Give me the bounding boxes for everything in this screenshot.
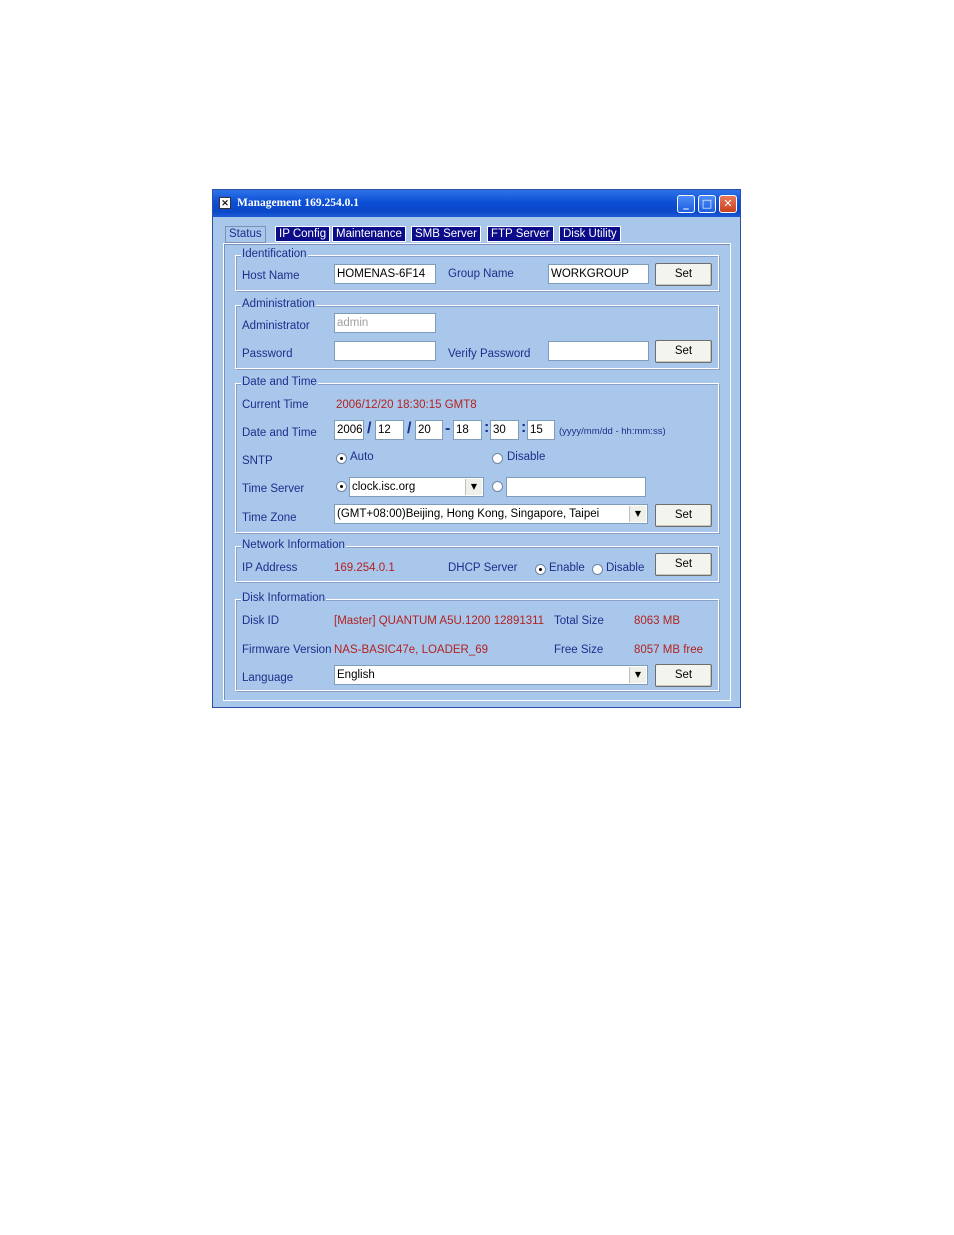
date-and-time-label: Date and Time (242, 427, 317, 439)
time-server-value: clock.isc.org (352, 481, 416, 493)
title-bar[interactable] (213, 190, 740, 217)
window-title: Management 169.254.0.1 (237, 197, 360, 209)
time-server-label: Time Server (242, 483, 305, 495)
chevron-down-icon[interactable]: ▼ (629, 506, 646, 522)
management-window (212, 189, 741, 708)
group-name-input[interactable]: WORKGROUP (548, 264, 649, 284)
password-input[interactable] (334, 341, 436, 361)
host-name-input[interactable]: HOMENAS-6F14 (334, 264, 436, 284)
date-time-separator: - (445, 420, 451, 437)
time-server-select[interactable] (349, 477, 484, 497)
minute-input[interactable]: 30 (490, 420, 519, 440)
sntp-disable-radio[interactable] (492, 453, 503, 464)
disk-information-group (235, 592, 719, 691)
date-time-group (235, 376, 719, 533)
minimize-icon: _ (683, 197, 689, 210)
dhcp-disable-radio[interactable] (592, 564, 603, 575)
administration-group (235, 298, 719, 369)
tab-status[interactable]: Status (225, 226, 266, 243)
time-zone-select[interactable] (334, 504, 648, 524)
sntp-disable-label: Disable (507, 451, 546, 463)
password-label: Password (242, 348, 293, 360)
verify-password-label: Verify Password (448, 348, 531, 360)
language-select[interactable] (334, 665, 648, 685)
close-icon: ✕ (723, 197, 733, 210)
total-size-value: 8063 MB (634, 615, 681, 627)
hour-input[interactable]: 18 (453, 420, 482, 440)
group-name-label: Group Name (448, 268, 514, 280)
app-icon: ✕ (219, 197, 231, 209)
administration-legend: Administration (242, 298, 315, 310)
dhcp-server-label: DHCP Server (448, 562, 518, 574)
dhcp-enable-radio[interactable] (535, 564, 546, 575)
free-size-value: 8057 MB free (634, 644, 704, 656)
tab-ip-config[interactable]: IP Config (275, 226, 330, 242)
language-label: Language (242, 672, 294, 684)
time-server-custom-radio[interactable] (492, 481, 503, 492)
host-name-label: Host Name (242, 270, 300, 282)
date-separator: / (407, 420, 412, 437)
minimize-button[interactable] (677, 195, 695, 213)
time-server-custom-input[interactable] (506, 477, 646, 497)
time-server-preset-radio[interactable] (336, 481, 347, 492)
time-zone-label: Time Zone (242, 512, 297, 524)
tab-disk-utility[interactable]: Disk Utility (559, 226, 621, 242)
free-size-label: Free Size (554, 644, 604, 656)
current-time-label: Current Time (242, 399, 309, 411)
year-input[interactable]: 2006 (334, 420, 364, 440)
second-input[interactable]: 15 (527, 420, 555, 440)
dhcp-disable-label: Disable (606, 562, 645, 574)
chevron-down-icon[interactable]: ▼ (465, 479, 482, 495)
current-time-value: 2006/12/20 18:30:15 GMT8 (336, 399, 477, 411)
dhcp-enable-label: Enable (549, 562, 585, 574)
sntp-label: SNTP (242, 455, 273, 467)
tab-maintenance[interactable]: Maintenance (332, 226, 406, 242)
tab-ftp-server[interactable]: FTP Server (487, 226, 554, 242)
disk-id-value: [Master] QUANTUM A5U.1200 12891311 (334, 615, 545, 627)
day-input[interactable]: 20 (415, 420, 443, 440)
date-time-legend: Date and Time (242, 376, 317, 388)
identification-set-button[interactable]: Set (655, 263, 712, 286)
sntp-auto-radio[interactable] (336, 453, 347, 464)
network-set-button[interactable]: Set (655, 553, 712, 576)
time-separator: : (484, 419, 490, 436)
time-zone-value: (GMT+08:00)Beijing, Hong Kong, Singapore, Taipei (337, 508, 600, 520)
disk-information-legend: Disk Information (242, 592, 326, 604)
date-separator: / (367, 420, 372, 437)
identification-group (235, 248, 719, 291)
administrator-label: Administrator (242, 320, 310, 332)
identification-legend: Identification (242, 248, 307, 260)
firmware-version-value: NAS-BASIC47e, LOADER_69 (334, 644, 489, 656)
network-information-legend: Network Information (242, 539, 345, 551)
language-value: English (337, 669, 375, 681)
disk-id-label: Disk ID (242, 615, 280, 627)
sntp-auto-label: Auto (350, 451, 374, 463)
total-size-label: Total Size (554, 615, 604, 627)
time-separator: : (521, 419, 527, 436)
ip-address-label: IP Address (242, 562, 298, 574)
language-set-button[interactable]: Set (655, 664, 712, 687)
close-button[interactable] (719, 195, 737, 213)
firmware-version-label: Firmware Version (242, 644, 332, 656)
maximize-button[interactable] (698, 195, 716, 213)
maximize-icon: □ (701, 197, 713, 210)
status-panel (223, 243, 731, 701)
network-information-group (235, 539, 719, 582)
administration-set-button[interactable]: Set (655, 340, 712, 363)
administrator-input: admin (334, 313, 436, 333)
ip-address-value: 169.254.0.1 (334, 562, 395, 574)
date-format-hint: (yyyy/mm/dd - hh:mm:ss) (559, 426, 666, 437)
tab-smb-server[interactable]: SMB Server (411, 226, 481, 242)
month-input[interactable]: 12 (375, 420, 404, 440)
verify-password-input[interactable] (548, 341, 649, 361)
chevron-down-icon[interactable]: ▼ (629, 667, 646, 683)
date-time-set-button[interactable]: Set (655, 504, 712, 527)
